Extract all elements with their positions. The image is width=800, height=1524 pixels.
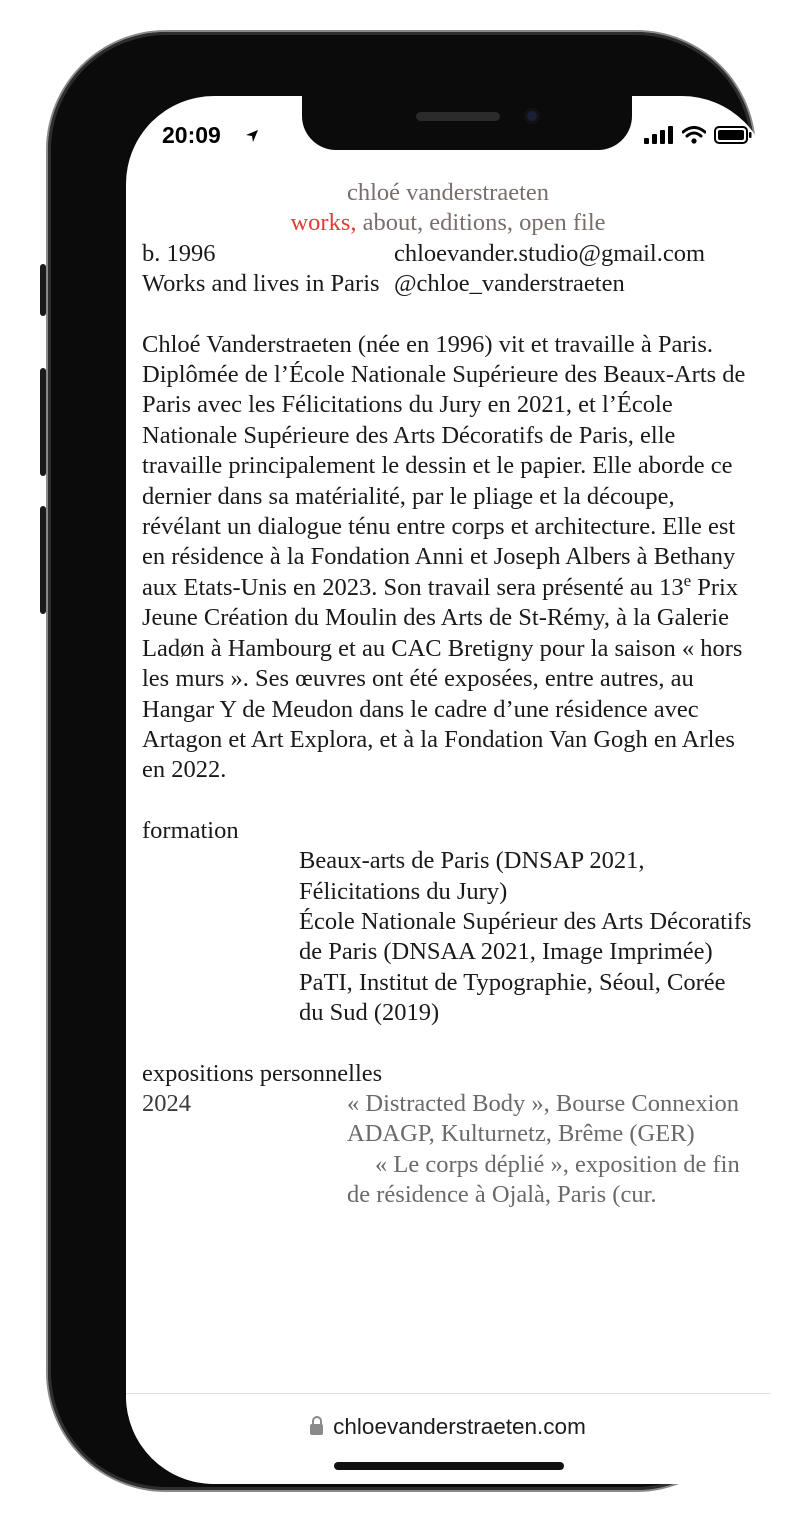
formation-item: Beaux-arts de Paris (DNSAP 2021, Félicitations du Jury): [299, 847, 645, 905]
mute-switch: [40, 264, 46, 316]
formation-heading: formation: [142, 816, 239, 844]
page-content: [126, 178, 770, 1211]
phone-frame: [48, 32, 754, 1490]
formation-item: PaTI, Institut de Typographie, Séoul, Corée du Sud (2019): [299, 968, 726, 1027]
notch: [302, 96, 632, 150]
status-icons: [644, 126, 752, 144]
email-link[interactable]: chloevander.studio@gmail.com: [394, 239, 706, 267]
formation-item: École Nationale Supérieur des Arts Décoratifs de Paris (DNSAA 2021, Image Imprimée): [299, 907, 752, 966]
instagram-link[interactable]: @chloe_vanderstraeten: [394, 270, 625, 298]
expo-list: [347, 1089, 754, 1211]
browser-url-bar[interactable]: [126, 1393, 770, 1484]
location-text: Works and lives in Paris: [142, 270, 380, 298]
bio-paragraph: [126, 330, 770, 786]
expo-year: 2024: [142, 1089, 191, 1117]
site-title[interactable]: chloé vanderstraeten: [346, 179, 550, 206]
volume-down-button: [40, 506, 46, 614]
home-indicator[interactable]: [334, 1462, 564, 1470]
formation-section: [126, 816, 770, 1029]
expo-item[interactable]: « Distracted Body », Bourse Connexion ADAGP, Kulturnetz, Brême (GER): [347, 1089, 739, 1148]
nav-works-link[interactable]: works,: [290, 209, 357, 237]
location-arrow-icon: [245, 129, 259, 143]
bio-text-start: Chloé Vanderstraeten (née en 1996) vit et travaille à Paris. Diplômée de l’École Nationale Supérieure des Beaux-Arts de Paris avec les Félicitations du Jury en 2021, et l’École Nationale Supérieure des Arts Décoratifs de Paris, elle travaille principalement le dessin et le papier. Elle aborde ce dernier dans sa matérialité, par le pliage et la découpe, révélant un dialogue ténu entre corps et architecture. Elle est en résidence à la Fondation Anni et Joseph Albers à Bethany aux Etats-Unis en 2023. Son travail sera présenté au 13: [142, 330, 746, 601]
url-text: chloevanderstraeten.com: [333, 1414, 586, 1439]
main-nav: [126, 208, 770, 238]
formation-list: [142, 846, 754, 1028]
status-time: 20:09: [162, 122, 221, 148]
volume-up-button: [40, 368, 46, 476]
screen: [126, 96, 770, 1484]
expositions-heading: expositions personnelles: [142, 1059, 383, 1087]
expo-item[interactable]: « Le corps déplié », exposition de fin de résidence à Ojalà, Paris (cur.: [347, 1150, 740, 1209]
wifi-icon: [682, 126, 706, 144]
front-camera: [524, 108, 540, 124]
bio-text-end: Prix Jeune Création du Moulin des Arts de St-Rémy, à la Galerie Ladøn à Hambourg et au CAC Bretigny pour la saison « hors les murs ». Ses œuvres ont été exposées, entre autres, au Hangar Y de Meudon dans le cadre d’une résidence avec Artagon et Art Explora, et à la Fondation Van Gogh en Arles en 2022.: [142, 573, 743, 784]
signal-icon: [644, 126, 674, 144]
bio-superscript: e: [683, 570, 692, 590]
url-display[interactable]: [126, 1414, 770, 1440]
expositions-section: [126, 1059, 770, 1211]
speaker-grille: [416, 112, 500, 121]
info-block: [126, 239, 770, 300]
nav-other-links[interactable]: about, editions, open file: [356, 209, 606, 237]
battery-icon: [714, 126, 752, 144]
birth-year: b. 1996: [142, 239, 216, 267]
lock-icon: [310, 1424, 323, 1435]
